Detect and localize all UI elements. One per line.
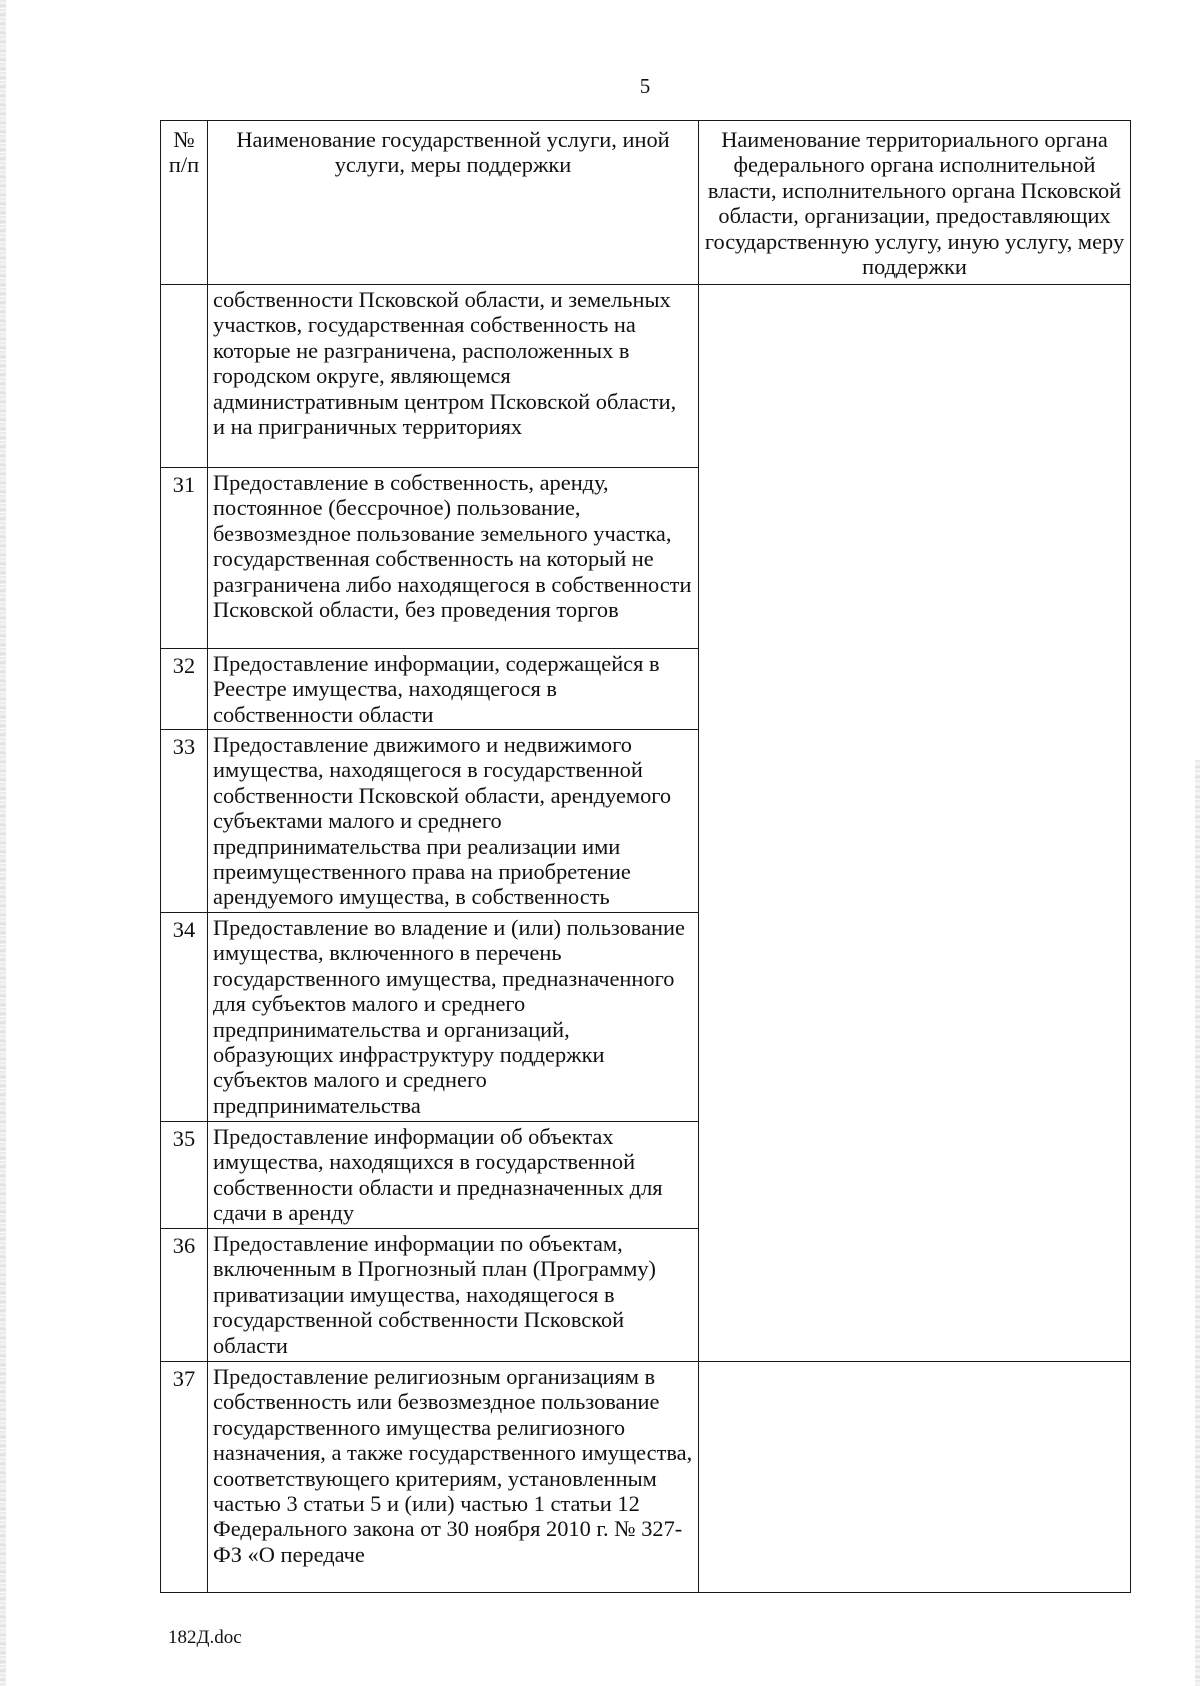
row-number: 35 [161,1122,208,1229]
row-number: 37 [161,1362,208,1593]
service-name: Предоставление информации, содержащейся в Реестре имущества, находящегося в собственности области [208,649,699,730]
scan-edge-right [1195,760,1200,1686]
header-organization: Наименование территориального органа федерального органа исполнительной власти, исполнительного органа Псковской области, организации, предоставляющих государственную услугу, иную услугу, меру поддержки [699,121,1131,285]
service-name: Предоставление в собственность, аренду, постоянное (бессрочное) пользование, безвозмездное пользование земельного участка, государственная собственность на который не разграничена либо находящегося в собственности Псковской области, без проведения торгов [208,468,699,649]
service-name: Предоставление религиозным организациям в собственность или безвозмездное пользование государственного имущества религиозного назначения, а также государственного имущества, соответствующего критериям, установленным частью 3 статьи 5 и (или) частью 1 статьи 12 Федерального закона от 30 ноября 2010 г. № 327-ФЗ «О передаче [208,1362,699,1593]
table-row [161,1362,1131,1593]
service-name: Предоставление информации по объектам, включенным в Прогнозный план (Программу) приватизации имущества, находящегося в государственной собственности Псковской области [208,1229,699,1362]
table-row-continuation [161,285,1131,468]
row-number: 36 [161,1229,208,1362]
continuation-number-cell [161,285,208,468]
header-number: № п/п [161,121,208,285]
table-header-row [161,121,1131,285]
file-name-footer: 182Д.doc [168,1627,242,1648]
service-name: Предоставление информации об объектах имущества, находящихся в государственной собственности области и предназначенных для сдачи в аренду [208,1122,699,1229]
service-name: Предоставление во владение и (или) пользование имущества, включенного в перечень государственного имущества, предназначенного для субъектов малого и среднего предпринимательства и организаций, образующих инфраструктуру поддержки субъектов малого и среднего предпринимательства [208,913,699,1122]
services-table [160,120,1131,1593]
row-number: 34 [161,913,208,1122]
organization-cell [699,1362,1131,1593]
service-name: Предоставление движимого и недвижимого имущества, находящегося в государственной собственности Псковской области, арендуемого субъектами малого и среднего предпринимательства при реализации ими преимущественного права на приобретение арендуемого имущества, в собственность [208,730,699,913]
row-number: 31 [161,468,208,649]
row-number: 33 [161,730,208,913]
organization-cell-merged [699,285,1131,1362]
continuation-text: собственности Псковской области, и земельных участков, государственная собственность на которые не разграничена, расположенных в городском округе, являющемся административным центром Псковской области, и на приграничных территориях [208,285,699,468]
header-service-name: Наименование государственной услуги, иной услуги, меры поддержки [208,121,699,285]
page-number: 5 [639,74,651,98]
scan-edge-left [0,0,6,1686]
row-number: 32 [161,649,208,730]
